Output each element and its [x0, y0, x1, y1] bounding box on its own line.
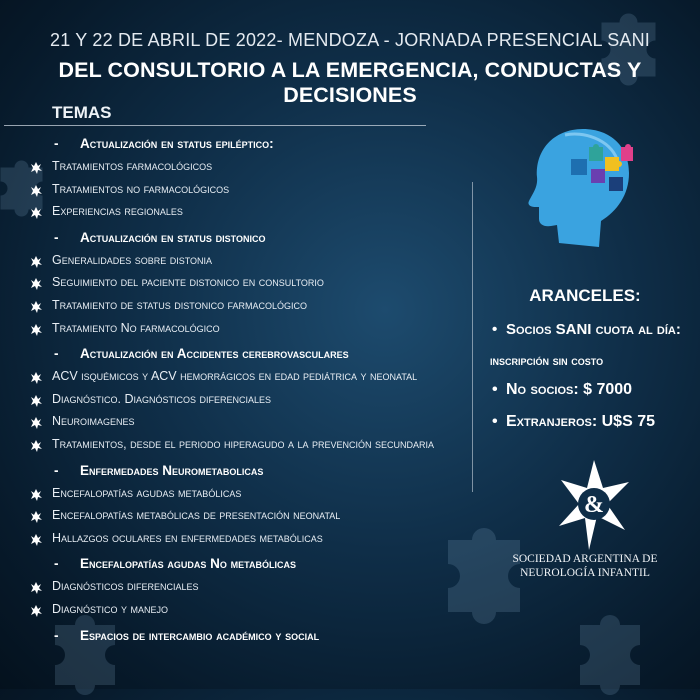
topic-item-label: Experiencias regionales [52, 204, 183, 219]
topic-item-label: Neuroimagenes [52, 414, 135, 429]
topic-item [0, 365, 480, 388]
bullet-dot-icon: • [492, 381, 498, 398]
topic-item [0, 155, 480, 178]
topic-item [0, 410, 480, 433]
topic-item [0, 249, 480, 272]
puzzle-bullet-icon [29, 532, 43, 546]
topic-heading [0, 227, 480, 249]
topic-title: Actualización en status distonico [80, 229, 266, 245]
puzzle-bullet-icon [29, 160, 43, 174]
puzzle-bullet-icon [29, 322, 43, 336]
temas-heading: TEMAS [52, 103, 112, 122]
topic-item-label: Generalidades sobre distonia [52, 252, 213, 267]
topic-item-label: Tratamientos farmacológicos [52, 159, 213, 173]
puzzle-bullet-icon [29, 183, 43, 197]
topic-item-label: Hallazgos oculares en enfermedades metabólicas [52, 530, 323, 545]
fee-no-socios-label: No socios: $ 7000 [506, 381, 633, 398]
dash-bullet: - [54, 462, 59, 478]
topic-item-label: Diagnóstico. Diagnósticos diferenciales [52, 391, 272, 406]
fee-no-socios [492, 381, 632, 399]
topic-item [0, 388, 480, 411]
topic-item-label: Tratamiento No farmacológico [52, 320, 220, 335]
fee-extranjeros [492, 413, 655, 431]
topic-title: Encefalopatías agudas No metabólicas [80, 556, 297, 572]
puzzle-bullet-icon [29, 299, 43, 313]
puzzle-bullet-icon [29, 393, 43, 407]
topic-item [0, 482, 480, 505]
topic-heading [0, 343, 480, 365]
aranceles-heading: ARANCELES: [529, 286, 641, 305]
puzzle-bullet-icon [29, 438, 43, 452]
topic-item [0, 575, 480, 598]
background-puzzle-icon [560, 600, 670, 700]
puzzle-bullet-icon [29, 487, 43, 501]
puzzle-bullet-icon [29, 254, 43, 268]
fee-inscripcion [490, 353, 603, 368]
topic-item-label: Diagnóstico y manejo [52, 601, 168, 616]
dash-bullet: - [54, 556, 59, 572]
topic-title: Actualización en Accidentes cerebrovasculares [80, 346, 349, 362]
dash-bullet: - [54, 136, 59, 151]
topic-item-label: Diagnósticos diferenciales [52, 579, 199, 594]
topic-item [0, 527, 480, 550]
topic-heading [0, 133, 480, 155]
puzzle-bullet-icon [29, 509, 43, 523]
topics-list [0, 133, 480, 651]
puzzle-bullet-icon [29, 603, 43, 617]
topic-title: Espacios de intercambio académico y social [80, 627, 320, 643]
fee-inscripcion-label: inscripción sin costo [490, 353, 604, 368]
topic-item-label: Tratamientos no farmacológicos [52, 181, 230, 196]
org-name [495, 552, 675, 580]
dash-bullet: - [54, 346, 59, 362]
topic-heading [0, 625, 480, 647]
topic-item-label: ACV isquémicos y ACV hemorrágicos en edad pediátrica y neonatal [52, 369, 418, 384]
puzzle-bullet-icon [29, 205, 43, 219]
event-title: DEL CONSULTORIO A LA EMERGENCIA, CONDUCTAS Y DECISIONES [58, 58, 642, 107]
topic-heading [0, 460, 480, 482]
svg-text:&: & [584, 492, 604, 518]
sani-logo-icon [559, 460, 629, 550]
topic-heading [0, 553, 480, 575]
topic-title: Enfermedades Neurometabolicas [80, 462, 264, 478]
event-date-line: 21 Y 22 DE ABRIL DE 2022- MENDOZA - JORNADA PRESENCIAL SANI [49, 30, 651, 50]
topic-item [0, 178, 480, 201]
topic-item [0, 433, 480, 456]
topic-title: Actualización en status epiléptico: [80, 136, 274, 151]
org-name-line1: SOCIEDAD ARGENTINA DE [512, 553, 658, 565]
topic-item [0, 598, 480, 621]
puzzle-bullet-icon [29, 580, 43, 594]
dash-bullet: - [54, 229, 59, 245]
dash-bullet: - [54, 627, 59, 643]
topic-item-label: Encefalopatías agudas metabólicas [52, 485, 242, 500]
fee-extranjeros-label: Extranjeros: U$S 75 [506, 413, 655, 430]
topic-item [0, 504, 480, 527]
topic-item [0, 317, 480, 340]
topic-item-label: Tratamiento de status distonico farmacológico [52, 297, 308, 312]
fee-socios [492, 321, 681, 338]
bullet-dot-icon: • [492, 413, 498, 430]
brain-puzzle-icon [525, 125, 633, 253]
topic-item [0, 294, 480, 317]
org-name-line2: NEUROLOGÍA INFANTIL [520, 567, 650, 579]
topic-item-label: Tratamientos, desde el periodo hiperagudo a la prevención secundaria [52, 436, 434, 451]
topic-item-label: Encefalopatías metabólicas de presentación neonatal [52, 508, 341, 523]
puzzle-bullet-icon [29, 415, 43, 429]
puzzle-bullet-icon [29, 276, 43, 290]
bullet-dot-icon: • [492, 321, 498, 338]
topic-item-label: Seguimiento del paciente distonico en consultorio [52, 275, 324, 290]
topic-item [0, 200, 480, 223]
topic-item [0, 271, 480, 294]
temas-divider [4, 125, 426, 126]
fee-socios-label: Socios SANI cuota al día: [506, 321, 681, 338]
puzzle-bullet-icon [29, 370, 43, 384]
